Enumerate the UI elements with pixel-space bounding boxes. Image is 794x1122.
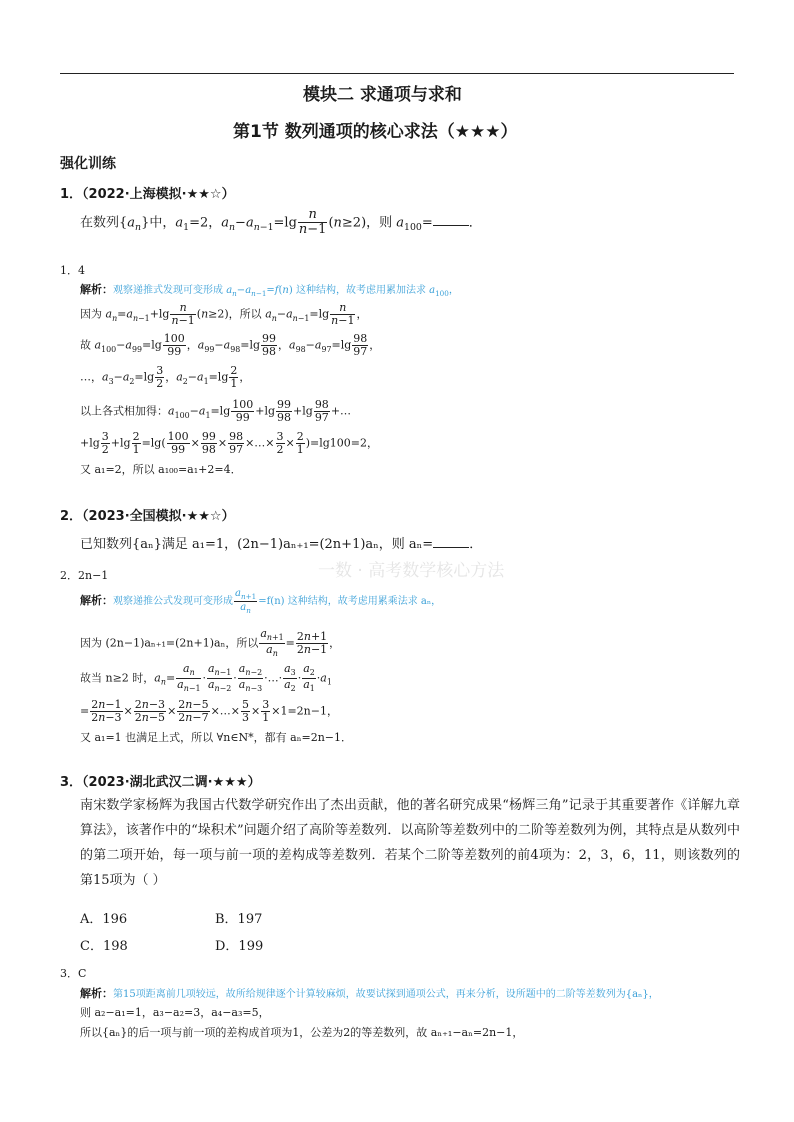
q3-line-diffs: 则 a₂−a₁=1，a₃−a₂=3，a₄−a₃=5， xyxy=(80,1006,270,1019)
q2-head: 2．（2023·全国模拟·★★☆） xyxy=(60,509,235,524)
q2-analysis-label: 解析： xyxy=(80,593,113,607)
q1-answer: 1．4 xyxy=(60,264,85,277)
module-title: 模块二 求通项与求和 xyxy=(303,85,462,105)
section-title: 第1节 数列通项的核心求法（★★★） xyxy=(233,122,518,142)
q3-option-a: A．196 xyxy=(80,912,128,927)
q1-answer-blank xyxy=(433,215,469,226)
q3-hint: 第15项距离前几项较远，故所给规律逐个计算较麻烦，故要试探到通项公式，再来分析，设所题中的二阶等差数列为{aₙ}， xyxy=(113,989,659,1000)
q2-line-product: = $\frac{2n-1}{2n-3}$ × $\frac{2n-3}{2n-5}$ × $\frac{2n-5}{2n-7}$ ×…× $\frac{5}{3}$ × $\frac{3}{1}$ ×1=2n−1， xyxy=(80,698,338,725)
q3-paragraph: 南宋数学家杨辉为我国古代数学研究作出了杰出贡献，他的著名研究成果“杨辉三角”记录于其重要著作《详解九章算法》，该著作中的“垛积术”问题介绍了高阶等差数列．以高阶等差数列中的二阶等差数列为例，其特点是从数列中的第二项开始，每一项与前一项的差构成等差数列．若某个二阶等差数列的前4项为：2，3，6，11，则该数列的第15项为（ ） xyxy=(80,798,740,888)
q3-option-c: C．198 xyxy=(80,939,128,954)
top-rule xyxy=(60,73,734,74)
q1-line-terms: 故 $a_{100}-a_{99}=\lg$ $\frac{100}{99}$ ，$a_{99}-a_{98}=\lg$ $\frac{99}{98}$ ，$a_{98}-a_{97}=\lg$ $\frac{98}{97}$ ， xyxy=(80,332,381,359)
q1-conclusion: 又 a₁=2，所以 a₁₀₀=a₁+2=4． xyxy=(80,463,242,476)
q2-when-text: 故当 n≥2 时， xyxy=(80,671,155,685)
q3-option-b: B．197 xyxy=(215,912,263,927)
q3-head: 3．（2023·湖北武汉二调·★★★） xyxy=(60,775,261,790)
q3-option-d: D．199 xyxy=(215,939,264,954)
q2-answer: 2．2n−1 xyxy=(60,569,109,582)
q1-analysis-label: 解析： xyxy=(80,283,113,296)
q2-stem-line: 已知数列{aₙ}满足 a₁=1，(2n−1)aₙ₊₁=(2n+1)aₙ，则 aₙ= ． xyxy=(80,537,483,552)
q3-line-last: 所以{aₙ}的后一项与前一项的差构成首项为1，公差为2的等差数列，故 aₙ₊₁−aₙ=2n−1， xyxy=(80,1026,524,1039)
q2-conclusion: 又 a₁=1 也满足上式，所以 ∀n∈N*，都有 aₙ=2n−1． xyxy=(80,731,352,744)
q3-hint-line xyxy=(80,987,740,1002)
q1-line-dots: …，$a_3-a_2=\lg$ $\frac{3}{2}$ ，$a_2-a_1=\lg$ $\frac{2}{1}$ ， xyxy=(80,364,251,391)
q1-hint-line: 解析：观察递推式发现可变形成 $a_n-a_{n-1}=f(n)$ 这种结构，故考虑用累加法求 $a_{100}$， xyxy=(80,283,459,298)
q2-hint-tail: =f(n) 这种结构，故考虑用累乘法求 aₙ， xyxy=(258,595,442,607)
q1-line-product: +lg $\frac{3}{2}$ +lg $\frac{2}{1}$ =lg( $\frac{100}{99}$ × $\frac{99}{98}$ × $\frac{98}{97}$ ×…× $\frac{3}{2}$ × $\frac{2}{1}$ )=lg100=2， xyxy=(80,430,379,457)
q1-head: 1．（2022·上海模拟·★★☆） xyxy=(60,187,235,202)
q2-since-text: 因为 (2n−1)aₙ₊₁=(2n+1)aₙ，所以 xyxy=(80,636,259,650)
q2-hint: 观察递推公式发现可变形成 xyxy=(113,595,233,607)
q3-analysis-label: 解析： xyxy=(80,987,113,1000)
training-label: 强化训练 xyxy=(60,156,116,172)
q2-stem: 已知数列{aₙ}满足 a₁=1，(2n−1)aₙ₊₁=(2n+1)aₙ，则 aₙ= xyxy=(80,537,434,552)
q1-stem: 在数列$\{a_n\}$中，$a_1=2$，$a_n-a_{n-1}=\lg$ $\frac{n}{n-1}$ (n≥2)，则 $a_{100}=$ ． xyxy=(80,207,482,238)
q2-hint-line: 解析：观察递推公式发现可变形成 $\frac{a_{n+1}}{a_n}$ =f(n) 这种结构，故考虑用累乘法求 aₙ， xyxy=(80,588,442,615)
q2-result-text: =2n−1， xyxy=(287,704,338,718)
q2-line-since: 因为 (2n−1)aₙ₊₁=(2n+1)aₙ，所以 $\frac{a_{n+1}}{a_n}$ = $\frac{2n+1}{2n-1}$ ， xyxy=(80,627,341,659)
q1-line-sum: 以上各式相加得：$a_{100}-a_1=\lg$ $\frac{100}{99}$ +lg $\frac{99}{98}$ +lg $\frac{98}{97}$ +… xyxy=(80,398,352,425)
watermark: 一数 · 高考数学核心方法 xyxy=(318,561,505,581)
q2-line-when: 故当 n≥2 时，$a_n=$ $\frac{a_n}{a_{n-1}}$ · $\frac{a_{n-1}}{a_{n-2}}$ · $\frac{a_{n-2}}{a_{n-3}}$ ·…· $\frac{a_3}{a_2}$ · $\frac{a_2}{a_1}$ $\cdot a_1$ xyxy=(80,662,332,694)
q2-answer-blank xyxy=(433,537,469,548)
q3-answer: 3．C xyxy=(60,967,87,980)
q1-line-since: 因为 $a_n=a_{n-1}+\lg$ $\frac{n}{n-1}$ (n≥2)，所以 $a_n-a_{n-1}=\lg$ $\frac{n}{n-1}$ ， xyxy=(80,301,368,328)
